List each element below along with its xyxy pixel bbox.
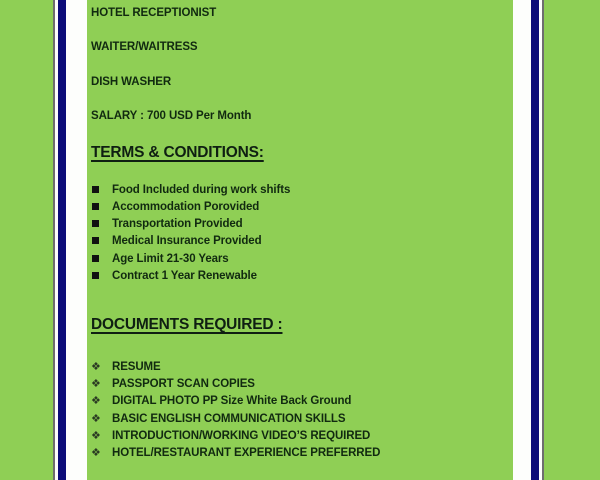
- diamond-bullet-icon: ❖: [91, 378, 101, 390]
- documents-item-text: RESUME: [112, 361, 161, 373]
- position-dish-washer: DISH WASHER: [91, 76, 172, 88]
- terms-item-text: Accommodation Porovided: [112, 201, 260, 213]
- frame-right-white-band: [513, 0, 531, 480]
- square-bullet-icon: [92, 237, 99, 244]
- diamond-bullet-icon: ❖: [91, 447, 101, 459]
- terms-item: [87, 233, 507, 249]
- diamond-bullet-icon: ❖: [91, 361, 101, 373]
- position-waiter: WAITER/WAITRESS: [91, 41, 198, 53]
- position-hotel-receptionist: HOTEL RECEPTIONIST: [91, 7, 217, 19]
- documents-item-text: HOTEL/RESTAURANT EXPERIENCE PREFERRED: [112, 447, 381, 459]
- documents-item: [87, 428, 507, 444]
- documents-item: [87, 411, 507, 427]
- terms-item-text: Transportation Provided: [112, 218, 243, 230]
- documents-item-text: BASIC ENGLISH COMMUNICATION SKILLS: [112, 413, 346, 425]
- square-bullet-icon: [92, 186, 99, 193]
- documents-item: [87, 393, 507, 409]
- square-bullet-icon: [92, 272, 99, 279]
- square-bullet-icon: [92, 255, 99, 262]
- terms-item: [87, 268, 507, 284]
- terms-item-text: Medical Insurance Provided: [112, 235, 262, 247]
- frame-right-outer-line: [542, 0, 544, 480]
- terms-item: [87, 251, 507, 267]
- job-flyer-content: [87, 0, 513, 480]
- diamond-bullet-icon: ❖: [91, 430, 101, 442]
- frame-left-blue-stripe: [58, 0, 66, 480]
- documents-item-text: DIGITAL PHOTO PP Size White Back Ground: [112, 395, 352, 407]
- documents-item: [87, 376, 507, 392]
- salary-text: SALARY : 700 USD Per Month: [91, 110, 252, 122]
- documents-item: [87, 445, 507, 461]
- square-bullet-icon: [92, 220, 99, 227]
- terms-item-text: Food Included during work shifts: [112, 184, 291, 196]
- terms-item-text: Age Limit 21-30 Years: [112, 253, 229, 265]
- diamond-bullet-icon: ❖: [91, 413, 101, 425]
- documents-heading: DOCUMENTS REQUIRED :: [91, 316, 283, 333]
- terms-item: [87, 182, 507, 198]
- documents-item-text: PASSPORT SCAN COPIES: [112, 378, 255, 390]
- frame-right-blue-stripe: [531, 0, 539, 480]
- terms-item: [87, 199, 507, 215]
- square-bullet-icon: [92, 203, 99, 210]
- documents-item-text: INTRODUCTION/WORKING VIDEO’S REQUIRED: [112, 430, 371, 442]
- documents-item: [87, 359, 507, 375]
- terms-heading: TERMS & CONDITIONS:: [91, 144, 264, 161]
- diamond-bullet-icon: ❖: [91, 395, 101, 407]
- frame-left-white-band: [66, 0, 87, 480]
- terms-item-text: Contract 1 Year Renewable: [112, 270, 257, 282]
- terms-item: [87, 216, 507, 232]
